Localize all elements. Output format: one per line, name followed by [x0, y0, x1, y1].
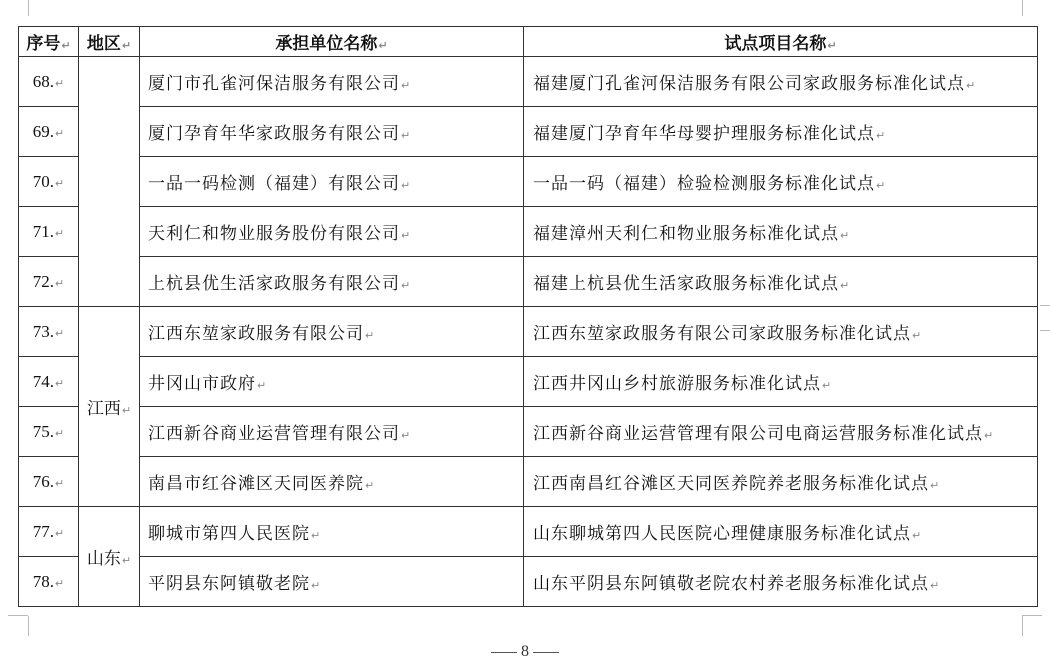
row-number: 77.↵	[19, 507, 79, 557]
project-name: 山东聊城第四人民医院心理健康服务标准化试点↵	[524, 507, 1038, 557]
table-row	[19, 207, 1038, 257]
header-no: 序号↵	[19, 27, 79, 57]
table-row	[19, 57, 1038, 107]
project-name: 福建厦门孕育年华母婴护理服务标准化试点↵	[524, 107, 1038, 157]
crop-mark	[1022, 615, 1042, 616]
row-number: 68.↵	[19, 57, 79, 107]
unit-name: 上杭县优生活家政服务有限公司↵	[140, 257, 524, 307]
crop-mark	[1022, 616, 1023, 636]
crop-mark	[8, 615, 28, 616]
crop-mark	[1022, 0, 1023, 16]
project-name: 江西东堃家政服务有限公司家政服务标准化试点↵	[524, 307, 1038, 357]
row-number: 71.↵	[19, 207, 79, 257]
crop-mark	[1040, 330, 1050, 331]
region-cell-shandong: 山东↵	[79, 507, 140, 607]
unit-name: 江西新谷商业运营管理有限公司↵	[140, 407, 524, 457]
footer-dash-right	[533, 652, 559, 653]
table-row	[19, 507, 1038, 557]
project-name: 江西新谷商业运营管理有限公司电商运营服务标准化试点↵	[524, 407, 1038, 457]
unit-name: 厦门市孔雀河保洁服务有限公司↵	[140, 57, 524, 107]
region-cell-jiangxi: 江西↵	[79, 307, 140, 507]
table-row	[19, 157, 1038, 207]
table-row	[19, 357, 1038, 407]
header-unit: 承担单位名称↵	[140, 27, 524, 57]
unit-name: 平阴县东阿镇敬老院↵	[140, 557, 524, 607]
crop-mark	[28, 616, 29, 636]
unit-name: 一品一码检测（福建）有限公司↵	[140, 157, 524, 207]
unit-name: 聊城市第四人民医院↵	[140, 507, 524, 557]
pilot-projects-table	[18, 26, 1038, 607]
project-name: 江西井冈山乡村旅游服务标准化试点↵	[524, 357, 1038, 407]
header-project: 试点项目名称↵	[524, 27, 1038, 57]
header-region: 地区↵	[79, 27, 140, 57]
project-name: 江西南昌红谷滩区天同医养院养老服务标准化试点↵	[524, 457, 1038, 507]
table-row	[19, 457, 1038, 507]
row-number: 72.↵	[19, 257, 79, 307]
table-row	[19, 257, 1038, 307]
footer-dash-left	[491, 652, 517, 653]
project-name: 福建漳州天利仁和物业服务标准化试点↵	[524, 207, 1038, 257]
table-header-row	[19, 27, 1038, 57]
row-number: 73.↵	[19, 307, 79, 357]
row-number: 78.↵	[19, 557, 79, 607]
project-name: 山东平阴县东阿镇敬老院农村养老服务标准化试点↵	[524, 557, 1038, 607]
project-name: 福建上杭县优生活家政服务标准化试点↵	[524, 257, 1038, 307]
project-name: 一品一码（福建）检验检测服务标准化试点↵	[524, 157, 1038, 207]
crop-mark	[28, 0, 29, 16]
unit-name: 南昌市红谷滩区天同医养院↵	[140, 457, 524, 507]
crop-mark	[1040, 305, 1050, 306]
row-number: 76.↵	[19, 457, 79, 507]
row-number: 69.↵	[19, 107, 79, 157]
unit-name: 厦门孕育年华家政服务有限公司↵	[140, 107, 524, 157]
row-number: 70.↵	[19, 157, 79, 207]
page-footer	[0, 643, 1050, 661]
page-number: 8	[521, 643, 529, 660]
table-row	[19, 407, 1038, 457]
project-name: 福建厦门孔雀河保洁服务有限公司家政服务标准化试点↵	[524, 57, 1038, 107]
table-row	[19, 307, 1038, 357]
row-number: 75.↵	[19, 407, 79, 457]
unit-name: 井冈山市政府↵	[140, 357, 524, 407]
unit-name: 江西东堃家政服务有限公司↵	[140, 307, 524, 357]
table-row	[19, 557, 1038, 607]
unit-name: 天利仁和物业服务股份有限公司↵	[140, 207, 524, 257]
row-number: 74.↵	[19, 357, 79, 407]
region-cell	[79, 57, 140, 307]
table-row	[19, 107, 1038, 157]
